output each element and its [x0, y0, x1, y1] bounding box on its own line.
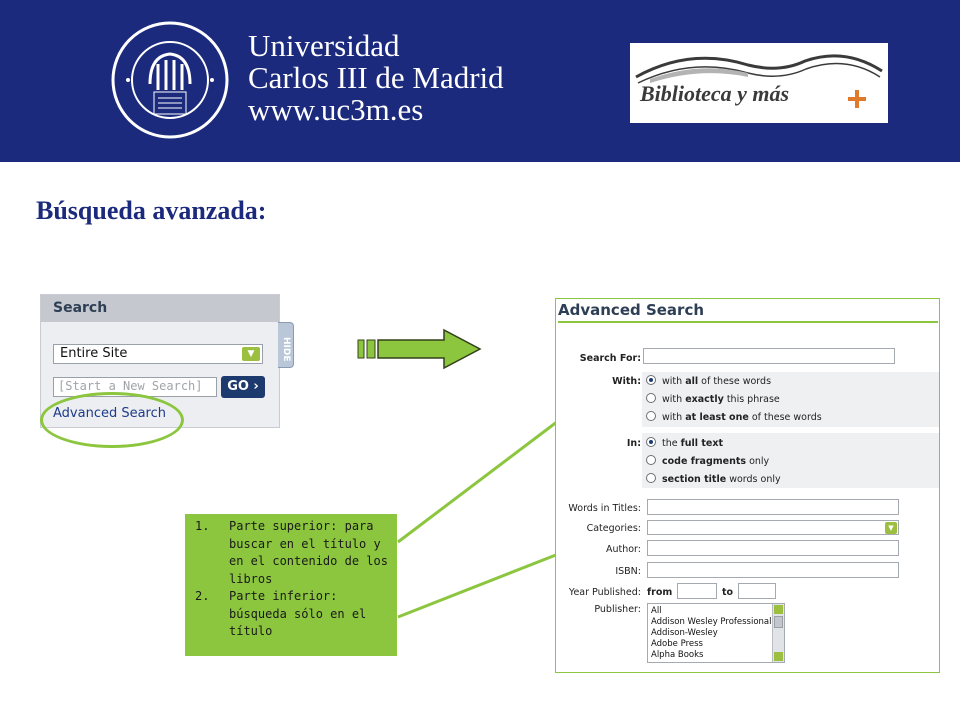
- library-logo-text: Biblioteca y más: [640, 81, 790, 106]
- author-label: Author:: [605, 544, 641, 555]
- search-widget-heading: Search: [41, 295, 279, 322]
- publisher-label: Publisher:: [594, 604, 641, 615]
- radio-icon[interactable]: [646, 455, 656, 465]
- year-to-input[interactable]: [738, 583, 776, 599]
- isbn-label: ISBN:: [615, 566, 641, 577]
- words-in-titles-input[interactable]: [647, 499, 899, 515]
- radio-icon[interactable]: [646, 393, 656, 403]
- list-item[interactable]: All: [651, 606, 662, 616]
- chevron-down-icon[interactable]: ▼: [242, 347, 260, 361]
- publisher-listbox[interactable]: [647, 603, 785, 663]
- scroll-down-icon[interactable]: [774, 652, 783, 661]
- in-option-code-fragments[interactable]: code fragments only: [646, 455, 769, 467]
- advanced-search-panel: [555, 298, 940, 673]
- page-title: Búsqueda avanzada:: [36, 196, 267, 225]
- from-label: from: [647, 587, 673, 598]
- to-label: to: [722, 587, 734, 598]
- list-item[interactable]: Alpha Books: [651, 650, 704, 660]
- search-input[interactable]: [Start a New Search]: [53, 377, 217, 397]
- note-item-text: Parte superior: para buscar en el título y en el contenido de los libros: [229, 519, 388, 586]
- list-item[interactable]: Addison-Wesley: [651, 628, 718, 638]
- publisher-scrollbar[interactable]: [772, 604, 784, 662]
- note-item-text: Parte inferior: búsqueda sólo en el título: [229, 589, 367, 638]
- advanced-search-link[interactable]: Advanced Search: [53, 406, 167, 421]
- words-in-titles-label: Words in Titles:: [568, 503, 641, 514]
- advanced-search-title: Advanced Search: [558, 301, 705, 319]
- in-option-full-text[interactable]: the full text: [646, 437, 723, 449]
- isbn-input[interactable]: [647, 562, 899, 578]
- with-option-at-least-one[interactable]: with at least one of these words: [646, 411, 822, 423]
- in-label: In:: [626, 438, 641, 449]
- categories-select[interactable]: [647, 520, 899, 535]
- chevron-down-icon[interactable]: ▼: [885, 522, 897, 534]
- university-line-2: Carlos III de Madrid: [248, 60, 504, 95]
- year-from-input[interactable]: [677, 583, 717, 599]
- with-option-all[interactable]: with all of these words: [646, 375, 771, 387]
- radio-icon[interactable]: [646, 473, 656, 483]
- with-label: With:: [612, 376, 641, 387]
- search-for-input[interactable]: [643, 348, 895, 364]
- note-item-number: 2.: [195, 589, 210, 603]
- scroll-thumb[interactable]: [774, 616, 783, 628]
- list-item[interactable]: Addison Wesley Professional: [651, 617, 772, 627]
- university-url: www.uc3m.es: [248, 92, 424, 127]
- list-item[interactable]: Adobe Press: [651, 639, 703, 649]
- pointer-line-lower: [398, 551, 566, 617]
- university-line-1: Universidad: [248, 28, 400, 63]
- search-scope-value: Entire Site: [60, 346, 128, 361]
- categories-label: Categories:: [586, 523, 641, 534]
- radio-selected-icon[interactable]: [646, 437, 656, 447]
- year-published-label: Year Published:: [568, 587, 641, 598]
- search-for-label: Search For:: [579, 353, 641, 364]
- note-item-number: 1.: [195, 519, 210, 533]
- radio-selected-icon[interactable]: [646, 375, 656, 385]
- scroll-up-icon[interactable]: [774, 605, 783, 614]
- hide-tab-label: HIDE: [281, 337, 291, 362]
- with-option-exactly[interactable]: with exactly this phrase: [646, 393, 780, 405]
- title-divider: [558, 321, 938, 323]
- radio-icon[interactable]: [646, 411, 656, 421]
- in-option-section-title[interactable]: section title words only: [646, 473, 781, 485]
- author-input[interactable]: [647, 540, 899, 556]
- pointer-line-upper: [398, 409, 574, 542]
- go-button[interactable]: GO ›: [221, 376, 265, 398]
